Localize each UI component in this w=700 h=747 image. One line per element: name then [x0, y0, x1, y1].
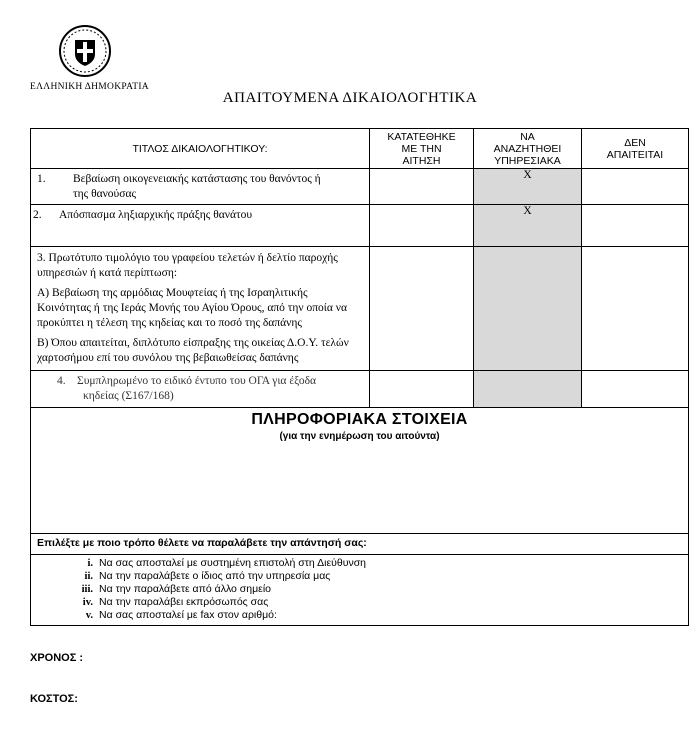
column-header-submitted: ΚΑΤΑΤΕΘΗΚΕ ΜΕ ΤΗΝ ΑΙΤΗΣΗ [370, 129, 474, 169]
document-title: ΑΠΑΙΤΟΥΜΕΝΑ ΔΙΚΑΙΟΛΟΓΗΤΙΚΑ [222, 90, 478, 106]
not-required-cell [582, 169, 689, 205]
list-item[interactable]: v. Να σας αποσταλεί με fax στον αριθμό: [85, 609, 277, 621]
info-subtitle: (για την ενημέρωση του αιτούντα) [279, 431, 440, 442]
document-title-cell: 3. Πρωτότυπο τιμολόγιο του γραφείου τελετών ή δελτίο παροχής υπηρεσιών ή κατά περίπτωση: Α) Βεβαίωση της αρμόδιας Μουφτείας ή της Ισραηλιτικής Κοινότητας ή της Ιεράς Μονής του Αγίου Όρους, από την οποία να προκύπτει η τέλεση της κηδείας και το ποσό της δαπάνης Β) Όπου απαιτείται, διπλότυπο είσπραξης της οικείας Δ.Ο.Υ. τελών χαρτοσήμου επί του συνόλου της βεβαιωθείσας δαπάνης [31, 247, 370, 371]
document-title-cell: 2. Απόσπασμα ληξιαρχικής πράξης θανάτου [31, 205, 370, 247]
delivery-options-row [31, 555, 689, 626]
delivery-prompt-row [31, 534, 689, 555]
list-item[interactable]: i. Να σας αποσταλεί με συστημένη επιστολή στη Διεύθυνση [87, 557, 367, 569]
column-header-not-required: ΔΕΝ ΑΠΑΙΤΕΙΤΑΙ [582, 129, 689, 169]
list-item[interactable]: ii. Να την παραλάβετε ο ίδιος από την υπηρεσία μας [84, 570, 331, 582]
service-cell [474, 371, 582, 408]
not-required-cell [582, 247, 689, 371]
list-item[interactable]: iii. Να την παραλάβετε από άλλο σημείο [81, 583, 272, 595]
submitted-cell [370, 169, 474, 205]
submitted-cell [370, 247, 474, 371]
document-title-cell: 4. Συμπληρωμένο το ειδικό έντυπο του ΟΓΑ για έξοδα κηδείας (Σ167/168) [31, 371, 370, 408]
table-row [31, 371, 689, 408]
table-row [31, 247, 689, 371]
required-documents-table [30, 128, 689, 626]
document-title-cell: 1. Βεβαίωση οικογενειακής κατάστασης του θανόντος ή της θανούσας [31, 169, 370, 205]
delivery-prompt: Επιλέξτε με ποιο τρόπο θέλετε να παραλάβετε την απάντησή σας: [37, 537, 367, 549]
greek-coat-of-arms-emblem [58, 24, 112, 78]
table-row [31, 169, 689, 205]
table-row [31, 205, 689, 247]
column-header-service: ΝΑ ΑΝΑΖΗΤΗΘΕΙ ΥΠΗΡΕΣΙΑΚΑ [474, 129, 582, 169]
column-header-title: ΤΙΤΛΟΣ ΔΙΚΑΙΟΛΟΓΗΤΙΚΟΥ: [31, 129, 370, 169]
cost-label: ΚΟΣΤΟΣ: [30, 693, 78, 705]
table-header-row [31, 129, 689, 169]
service-cell: X [474, 205, 582, 247]
not-required-cell [582, 205, 689, 247]
delivery-options-list [31, 555, 688, 625]
list-item[interactable]: iv. Να την παραλάβει εκπρόσωπός σας [82, 596, 269, 608]
submitted-cell [370, 205, 474, 247]
service-cell: X [474, 169, 582, 205]
info-section [31, 408, 689, 534]
country-name: ΕΛΛΗΝΙΚΗ ΔΗΜΟΚΡΑΤΙΑ [30, 82, 149, 92]
service-cell [474, 247, 582, 371]
time-label: ΧΡΟΝΟΣ : [30, 652, 84, 664]
submitted-cell [370, 371, 474, 408]
not-required-cell [582, 371, 689, 408]
info-title: ΠΛΗΡΟΦΟΡΙΑΚΑ ΣΤΟΙΧΕΙΑ [251, 411, 468, 428]
